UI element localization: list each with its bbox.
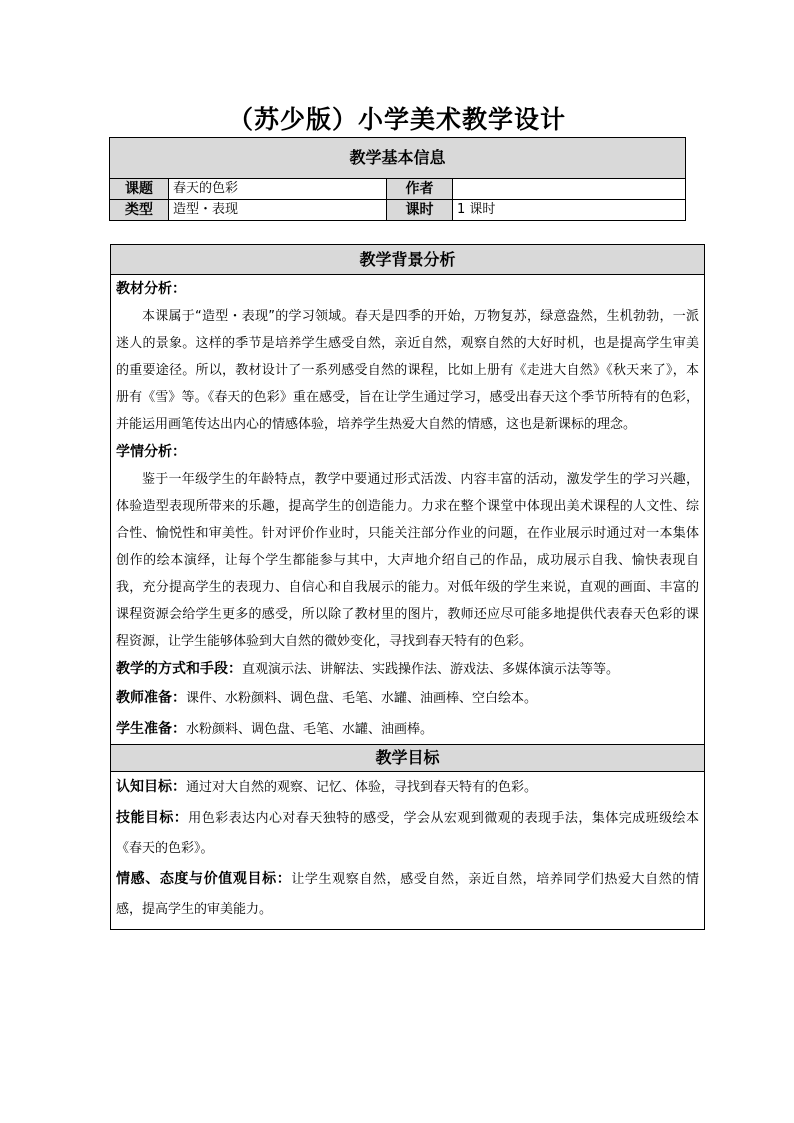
skill-goal — [116, 803, 699, 864]
emotion-goal-text: 让学生观察自然，感受自然，亲近自然，培养同学们热爱大自然的情感，提高学生的审美能力。 — [116, 872, 699, 917]
background-header: 教学背景分析 — [111, 245, 704, 275]
author-label: 作者 — [387, 179, 453, 200]
page-title: （苏少版）小学美术教学设计 — [227, 105, 566, 134]
basic-info-header: 教学基本信息 — [110, 138, 686, 179]
skill-goal-text: 用色彩表达内心对春天独特的感受，学会从宏观到微观的表现手法，集体完成班级绘本《春天的色彩》。 — [116, 811, 699, 856]
teaching-method-label: 教学的方式和手段： — [116, 661, 242, 677]
teaching-method — [116, 655, 699, 684]
teacher-prep-text: 课件、水粉颜料、调色盘、毛笔、水罐、油画棒、空白绘本。 — [186, 691, 538, 706]
material-analysis-text: 本课属于“造型・表现”的学习领域。春天是四季的开始，万物复苏，绿意盎然，生机勃勃，一派迷人的景象。这样的季节是培养学生感受自然，亲近自然，观察自然的大好时机，也是提高学生审美的重要途径。所以，教材设计了一系列感受自然的课程，比如上册有《走进大自然》《秋天来了》，本册有《雪》等。《春天的色彩》重在感受，旨在让学生通过学习，感受出春天这个季节所特有的色彩，并能运用画笔传达出内心的情感体验，培养学生热爱大自然的情感，这也是新课标的理念。 — [116, 309, 699, 432]
teaching-method-text: 直观演示法、讲解法、实践操作法、游戏法、多媒体演示法等等。 — [242, 662, 620, 677]
topic-value: 春天的色彩 — [169, 179, 387, 200]
student-prep-text: 水粉颜料、调色盘、毛笔、水罐、油画棒。 — [186, 722, 434, 737]
lesson-plan-table — [110, 244, 705, 930]
type-label: 类型 — [110, 200, 169, 221]
skill-goal-label: 技能目标： — [116, 810, 189, 826]
goals-section — [111, 772, 704, 929]
goals-header: 教学目标 — [111, 744, 704, 772]
hours-value: 1 课时 — [453, 200, 686, 221]
author-value — [453, 179, 686, 200]
student-prep-label: 学生准备： — [116, 721, 186, 737]
student-analysis-label: 学情分析： — [116, 444, 186, 460]
student-analysis-text: 鉴于一年级学生的年龄特点，教学中要通过形式活泼、内容丰富的活动，激发学生的学习兴趣，体验造型表现所带来的乐趣，提高学生的创造能力。力求在整个课堂中体现出美术课程的人文性、综合性、愉悦性和审美性。针对评价作业时，只能关注部分作业的问题，在作业展示时通过对一本集体创作的绘本演绎，让每个学生都能参与其中，大声地介绍自己的作品，成功展示自我、愉快表现自我，充分提高学生的表现力、自信心和自我展示的能力。对低年级的学生来说，直观的画面、丰富的课程资源会给学生更多的感受，所以除了教材里的图片，教师还应尽可能多地提供代表春天色彩的课程资源，让学生能够体验到大自然的微妙变化，寻找到春天特有的色彩。 — [116, 472, 699, 649]
student-prep — [116, 715, 699, 744]
basic-info-table — [109, 137, 686, 221]
background-section — [111, 275, 704, 744]
type-value: 造型・表现 — [169, 200, 387, 221]
topic-label: 课题 — [110, 179, 169, 200]
teacher-prep — [116, 684, 699, 713]
emotion-goal-label: 情感、态度与价值观目标： — [116, 871, 292, 887]
cognitive-goal-text: 通过对大自然的观察、记忆、体验，寻找到春天特有的色彩。 — [186, 780, 538, 795]
material-analysis-label: 教材分析： — [116, 281, 186, 297]
emotion-goal — [116, 864, 699, 925]
cognitive-goal — [116, 772, 699, 803]
hours-label: 课时 — [387, 200, 453, 221]
cognitive-goal-label: 认知目标： — [116, 779, 186, 795]
teacher-prep-label: 教师准备： — [116, 690, 186, 706]
